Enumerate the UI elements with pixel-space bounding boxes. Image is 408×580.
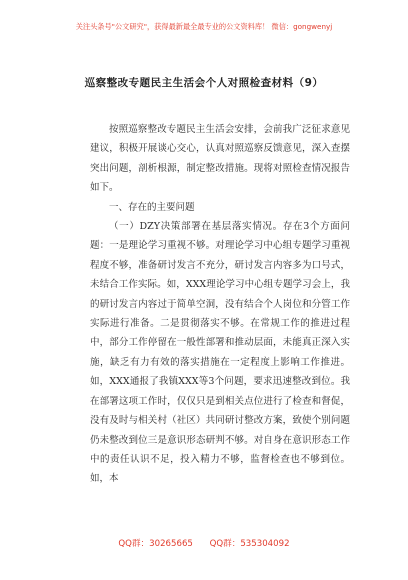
footer-contact [0, 537, 408, 549]
paragraph-intro: 按照巡察整改专题民主生活会安排，会前我广泛征求意见建议，积极开展谈心交心，认真对照巡察反馈意见，深入查摆突出问题，剖析根源，制定整改措施。现将对照检查情况报告如下。 [90, 124, 350, 194]
section-heading: 一、存在的主要问题 [109, 201, 195, 213]
footer-qq-group-2: QQ群：535304092 [209, 539, 290, 549]
footer-qq-group-1: QQ群：30265665 [118, 539, 193, 549]
document-body [90, 120, 350, 489]
header-banner: 关注头条号"公文研究"，获得最新最全最专业的公文资料库！ 微信：gongwenyj [75, 22, 333, 31]
paragraph-issues: （一）DZY决策部署在基层落实情况。存在3个方面问题：一是理论学习重视不够。对理论学习中心组专题学习重视程度不够，准备研讨发言不充分，研讨发言内容多为口号式，未结合工作实际。如，XXX理论学习中心组专题学习会上，我的研讨发言内容过于简单空洞，没有结合个人岗位和分管工作实际进行准备。二是贯彻落实不够。在常规工作的推进过程中，部分工作停留在一般性部署和推动层面，未能真正深入实施，缺乏有力有效的落实措施在一定程度上影响工作推进。如，XXX通报了我镇XXX等3个问题，要求迅速整改到位。我在部署这项工作时，仅仅只是到相关点位进行了检查和督促，没有及时与相关村（社区）共同研讨整改方案，致使个别问题仍未整改到位三是意识形态研判不够。对自身在意识形态工作中的责任认识不足，投入精力不够，监督检查也不够到位。如，本 [90, 221, 350, 485]
document-title: 巡察整改专题民主生活会个人对照检查材料（9） [84, 77, 324, 89]
